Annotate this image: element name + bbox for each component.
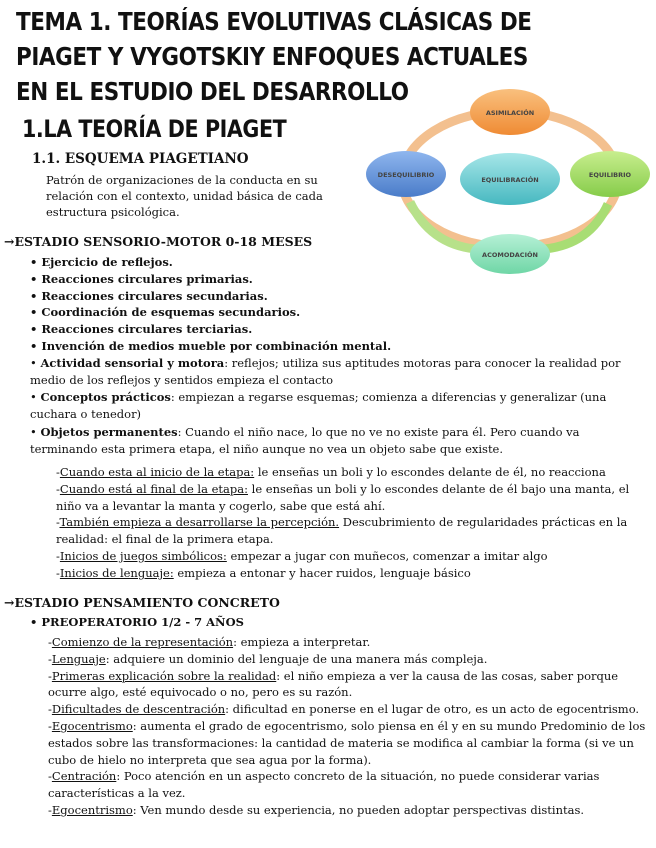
- stage1-detail: • Objetos permanentes: Cuando el niño nace, lo que no ve no existe para él. Pero cuando va terminando esta primera etapa, el niño aunque no vea un objeto sabe que existe.: [30, 425, 580, 456]
- list-item: • Reacciones circulares secundarias.: [30, 288, 268, 303]
- node-asimilacion-label: ASIMILACIÓN: [485, 109, 535, 117]
- equilibration-cycle-diagram: [360, 84, 654, 274]
- node-equilibracion: [460, 153, 560, 205]
- list-item: -Egocentrismo: aumenta el grado de egocentrismo, solo piensa en él y en su mundo Predominio de los estados sobre las transformaciones: la cantidad de materia se modifica al cambiar la forma (si ve un cubo de hielo no interpreta que sea agua por la forma).: [48, 718, 646, 767]
- stage1-subitems: [56, 464, 652, 582]
- substage-heading: • PREOPERATORIO 1/2 - 7 AÑOS: [30, 615, 244, 629]
- list-item: • Invención de medios mueble por combinación mental.: [30, 338, 392, 353]
- list-item: -Egocentrismo: Ven mundo desde su experiencia, no pueden adoptar perspectivas distintas.: [48, 802, 585, 817]
- stage1-detail: • Actividad sensorial y motora: reflejos; utiliza sus aptitudes motoras para conocer la realidad por medio de los reflejos y sentidos empieza el contacto: [30, 356, 621, 387]
- node-acomodacion-label: ACOMODACIÓN: [482, 251, 538, 259]
- list-item: -Comienzo de la representación: empieza a interpretar.: [48, 635, 371, 649]
- list-item: • Ejercicio de reflejos.: [30, 255, 173, 269]
- list-item: -Inicios de lenguaje: empieza a entonar y hacer ruidos, lenguaje básico: [56, 565, 471, 580]
- node-equilibrio-label: EQUILIBRIO: [588, 171, 632, 179]
- list-item: • Reacciones circulares terciarias.: [30, 322, 253, 337]
- list-item: -Inicios de juegos simbólicos: empezar a jugar con muñecos, comenzar a imitar algo: [56, 548, 548, 563]
- stage1-bullets: [30, 254, 650, 355]
- definition-text: Patrón de organizaciones de la conducta en su relación con el contexto, unidad básica de cada estructura psicológica.: [46, 173, 323, 219]
- stage1-detail: • Conceptos prácticos: empiezan a regarse esquemas; comienza a diferencias y generalizar (una cuchara o tenedor): [30, 390, 607, 421]
- node-equilibracion-label: EQUILIBRACIÓN: [481, 176, 539, 184]
- node-desequilibrio-label: DESEQUILIBRIO: [377, 171, 435, 179]
- list-item: -Centración: Poco atención en un aspecto concreto de la situación, no puede considerar varias características a la vez.: [48, 769, 600, 801]
- list-item: • Coordinación de esquemas secundarios.: [30, 305, 301, 320]
- stage2-items: [48, 634, 654, 819]
- stage1-heading: →ESTADIO SENSORIO-MOTOR 0-18 MESES: [4, 234, 313, 249]
- document-title: TEMA 1. TEORÍAS EVOLUTIVAS CLÁSICAS DE PIAGET Y VYGOTSKIY ENFOQUES ACTUALES EN EL ESTUDIO DEL DESARROLLO: [16, 7, 532, 106]
- stage2-heading: →ESTADIO PENSAMIENTO CONCRETO: [4, 595, 280, 610]
- list-item: -Cuando esta al inicio de la etapa: le enseñas un boli y lo escondes delante de él, no reacciona: [56, 465, 606, 479]
- node-equilibrio: [570, 151, 650, 197]
- list-item: -Cuando está al final de la etapa: le enseñas un boli y lo escondes delante de él bajo una manta, el niño va a levantar la manta y cogerlo, sabe que está ahí.: [56, 481, 630, 513]
- list-item: -También empieza a desarrollarse la percepción. Descubrimiento de regularidades prácticas en la realidad: el final de la primera etapa.: [56, 515, 628, 547]
- list-item: -Primeras explicación sobre la realidad: el niño empieza a ver la causa de las cosas, saber porque ocurre algo, esté equivocado o no, pero es su razón.: [48, 668, 619, 700]
- list-item: • Reacciones circulares primarias.: [30, 271, 253, 286]
- subsection-title: 1.1. ESQUEMA PIAGETIANO: [32, 151, 249, 167]
- node-desequilibrio: [366, 151, 446, 197]
- node-asimilacion: [470, 89, 550, 135]
- section-title: 1.LA TEORÍA DE PIAGET: [22, 115, 287, 143]
- list-item: -Lenguaje: adquiere un dominio del lenguaje de una manera más compleja.: [48, 651, 488, 666]
- list-item: -Dificultades de descentración: dificultad en ponerse en el lugar de otro, es un acto de egocentrismo.: [48, 702, 640, 717]
